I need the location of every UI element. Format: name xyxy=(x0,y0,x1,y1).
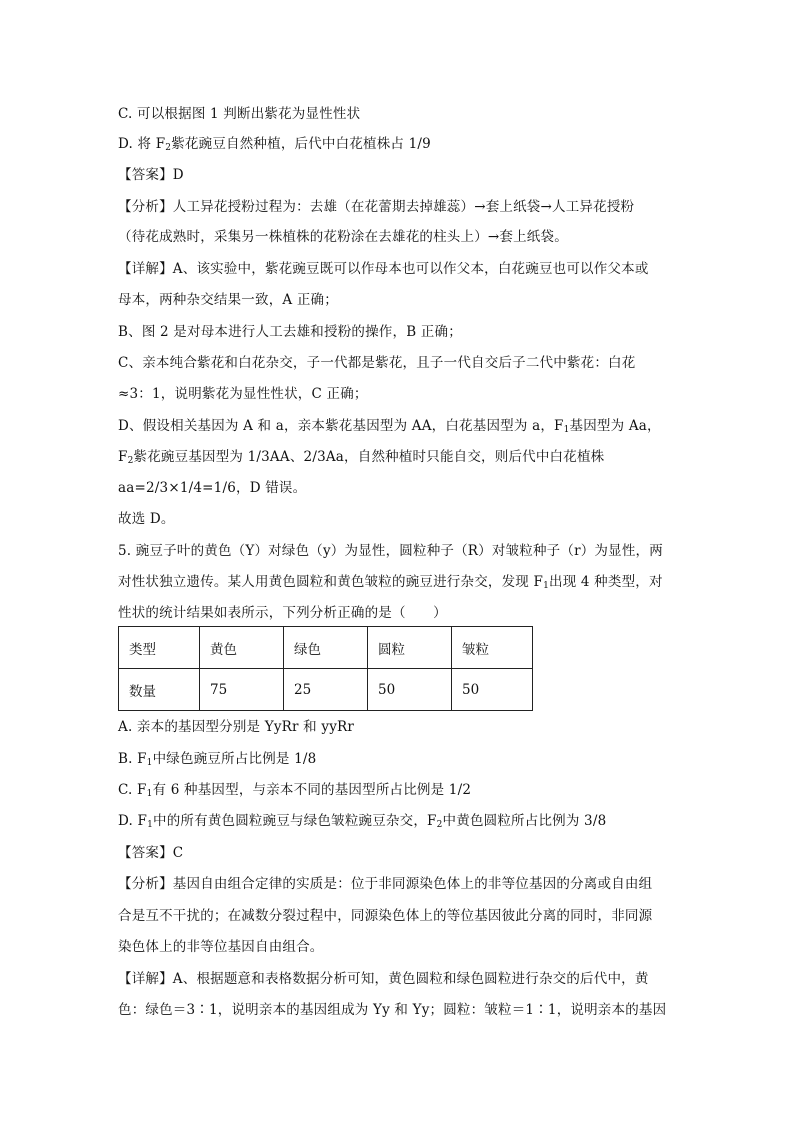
explanation-line xyxy=(118,1000,666,1020)
answer-line xyxy=(118,165,184,185)
answer-line xyxy=(118,843,183,863)
subscript: 1 xyxy=(147,820,154,830)
analysis-line xyxy=(118,227,568,247)
text: C、亲本纯合紫花和白花杂交，子一代都是紫花，且子一代自交后子二代中紫花：白花 xyxy=(118,355,636,371)
explanation-line xyxy=(118,353,635,373)
table-cell: 25 xyxy=(284,669,368,711)
analysis-line xyxy=(118,874,652,894)
text: 合是互不干扰的；在减数分裂过程中，同源染色体上的等位基因彼此分离的同时，非同源 xyxy=(118,908,653,924)
option-c-prev xyxy=(118,104,360,124)
table-cell: 数量 xyxy=(119,669,200,711)
question-line xyxy=(118,572,663,592)
text: B、图 2 是对母本进行人工去雄和授粉的操作，B 正确； xyxy=(118,324,462,340)
subscript: 2 xyxy=(165,143,172,153)
table-row xyxy=(119,669,533,711)
subscript: 1 xyxy=(563,425,570,435)
text: D. 将 F xyxy=(118,136,166,152)
text: 中绿色豌豆所占比例是 1/8 xyxy=(152,751,317,767)
text: C. 可以根据图 1 判断出紫花为显性性状 xyxy=(118,106,361,122)
subscript: 2 xyxy=(127,456,134,466)
option-d-prev xyxy=(118,134,431,154)
text: A. 亲本的基因型分别是 YyRr 和 yyRr xyxy=(118,719,355,735)
text: 对性状独立遗传。某人用黄色圆粒和黄色皱粒的豌豆进行杂交，发现 F xyxy=(118,574,544,590)
text: F xyxy=(118,449,128,465)
text: 【分析】人工异花授粉过程为：去雄（在花蕾期去掉雄蕊）→套上纸袋→人工异花授粉 xyxy=(118,199,635,215)
explanation-line xyxy=(118,259,649,279)
text: 中黄色圆粒所占比例为 3/8 xyxy=(442,813,607,829)
text: 出现 4 种类型，对 xyxy=(549,574,663,590)
table-cell: 圆粒 xyxy=(368,627,452,669)
text: aa=2/3×1/4=1/6，D 错误。 xyxy=(118,480,307,496)
explanation-line xyxy=(118,384,368,404)
explanation-line xyxy=(118,478,306,498)
table-cell: 50 xyxy=(452,669,533,711)
table-cell: 75 xyxy=(200,669,284,711)
text: 有 6 种基因型，与亲本不同的基因型所占比例是 1/2 xyxy=(152,782,472,798)
question-line xyxy=(118,603,447,623)
text: D、假设相关基因为 A 和 a，亲本紫花基因型为 AA，白花基因型为 a，F xyxy=(118,418,564,434)
text: 紫花豌豆自然种植，后代中白花植株占 1/9 xyxy=(171,136,431,152)
text: 母本，两种杂交结果一致，A 正确； xyxy=(118,292,338,308)
explanation-line xyxy=(118,416,661,436)
subscript: 1 xyxy=(543,581,549,591)
text: 【详解】A、该实验中，紫花豌豆既可以作母本也可以作父本，白花豌豆也可以作父本或 xyxy=(118,261,649,277)
text: 【答案】D xyxy=(118,167,184,183)
text: 【详解】A、根据题意和表格数据分析可知，黄色圆粒和绿色圆粒进行杂交的后代中，黄 xyxy=(118,971,649,987)
text: 【分析】基因自由组合定律的实质是：位于非同源染色体上的非等位基因的分离或自由组 xyxy=(118,876,653,892)
text: D. F xyxy=(118,813,148,829)
text: 【答案】C xyxy=(118,845,184,861)
option-d xyxy=(118,811,606,831)
table-header-row xyxy=(119,627,533,669)
option-b xyxy=(118,749,316,769)
explanation-line xyxy=(118,290,338,310)
text: 染色体上的非等位基因自由组合。 xyxy=(118,939,324,955)
text: 中的所有黄色圆粒豌豆与绿色皱粒豌豆杂交，F xyxy=(153,813,437,829)
option-a xyxy=(118,717,354,737)
option-c xyxy=(118,780,471,800)
text: 基因型为 Aa， xyxy=(569,418,661,434)
statistics-table xyxy=(118,626,533,711)
analysis-line xyxy=(118,197,634,217)
text: B. F xyxy=(118,751,147,767)
analysis-line xyxy=(118,937,324,957)
explanation-line xyxy=(118,322,462,342)
text: ≈3：1，说明紫花为显性性状，C 正确； xyxy=(118,386,368,402)
table-cell: 50 xyxy=(368,669,452,711)
text: C. F xyxy=(118,782,147,798)
question-line xyxy=(118,541,663,561)
conclusion-line xyxy=(118,509,175,529)
text: 5. 豌豆子叶的黄色（Y）对绿色（y）为显性，圆粒种子（R）对皱粒种子（r）为显性，两 xyxy=(118,543,663,559)
explanation-line xyxy=(118,447,604,467)
subscript: 2 xyxy=(436,820,443,830)
text: （待花成熟时，采集另一株植株的花粉涂在去雄花的柱头上）→套上纸袋。 xyxy=(118,229,568,245)
text: 紫花豌豆基因型为 1/3AA、2/3Aa，自然种植时只能自交，则后代中白花植株 xyxy=(133,449,605,465)
table-cell: 绿色 xyxy=(284,627,368,669)
table-cell: 黄色 xyxy=(200,627,284,669)
text: 色：绿色＝3∶1，说明亲本的基因组成为 Yy 和 Yy；圆粒：皱粒＝1∶1，说明亲本的基因 xyxy=(118,1002,667,1018)
table-cell: 皱粒 xyxy=(452,627,533,669)
subscript: 1 xyxy=(146,789,153,799)
analysis-line xyxy=(118,906,652,926)
table-cell: 类型 xyxy=(119,627,200,669)
text: 故选 D。 xyxy=(118,511,175,527)
explanation-line xyxy=(118,969,649,989)
subscript: 1 xyxy=(146,758,153,768)
text: 性状的统计结果如表所示，下列分析正确的是（ ） xyxy=(118,605,447,621)
